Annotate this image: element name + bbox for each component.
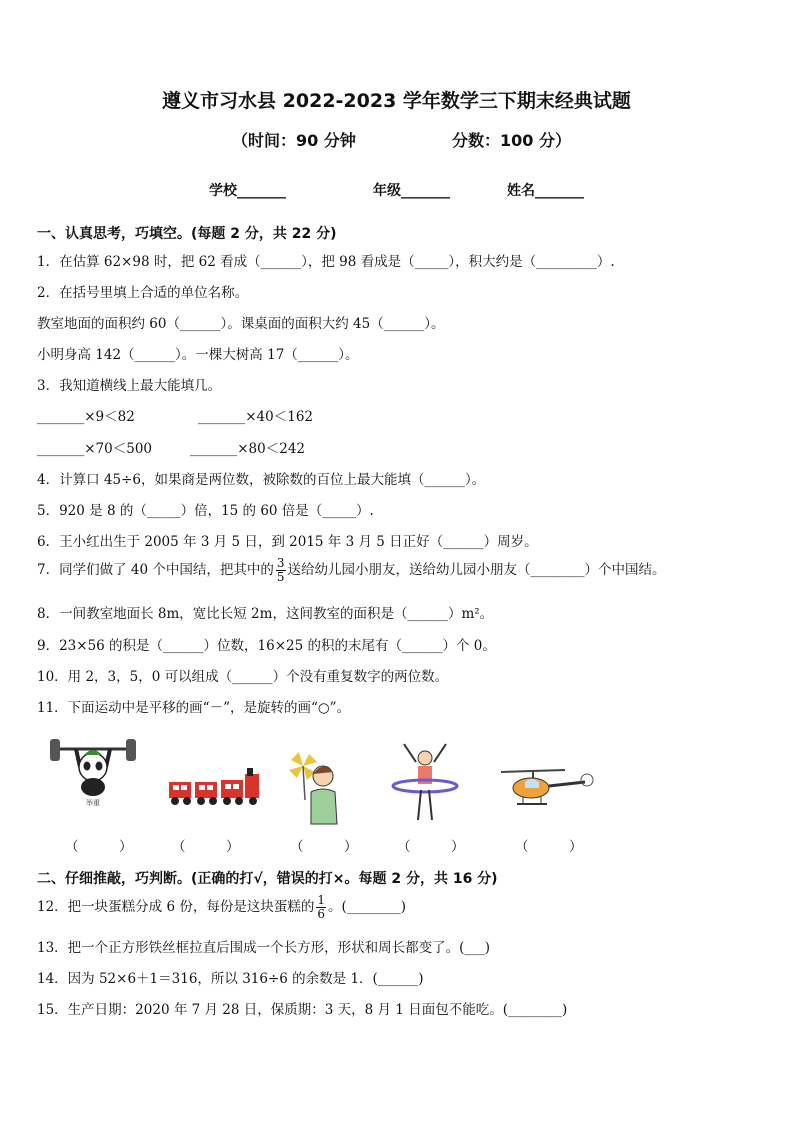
hula-hoop-girl-image — [390, 742, 460, 824]
fraction-one-sixth — [316, 894, 326, 921]
question-3-item-c: _______×70＜500 — [37, 441, 153, 457]
name-field[interactable]: 姓名_______ — [507, 183, 584, 199]
toy-train-image — [165, 768, 265, 810]
question-3-item-b: _______×40＜162 — [198, 409, 314, 425]
question-7-text-before: 7．同学们做了 40 个中国结，把其中的 — [37, 562, 274, 578]
question-7-text-after: 送给幼儿园小朋友，送给幼儿园小朋友（________）个中国结。 — [287, 562, 666, 578]
answer-blank-1[interactable]: （ ） — [65, 839, 133, 855]
question-4: 4．计算口 45÷6，如果商是两位数，被除数的百位上最大能填（______）。 — [37, 472, 486, 488]
answer-blank-3[interactable]: （ ） — [290, 839, 358, 855]
pinwheel-boy-image — [285, 748, 345, 828]
weightlifting-caption: 举重 — [86, 799, 100, 807]
question-14: 14．因为 52×6＋1＝316，所以 316÷6 的余数是 1．(______) — [37, 971, 424, 987]
school-field[interactable]: 学校_______ — [209, 183, 286, 199]
answer-blank-2[interactable]: （ ） — [172, 839, 240, 855]
question-12-text-after: 。(________) — [328, 899, 407, 915]
time-limit: （时间：90 分钟 — [232, 131, 356, 150]
question-6: 6．王小红出生于 2005 年 3 月 5 日，到 2015 年 3 月 5 日正好（______）周岁。 — [37, 534, 538, 550]
question-1: 1．在估算 62×98 时，把 62 看成（______），把 98 看成是（_____），积大约是（_________）. — [37, 254, 615, 270]
answer-blank-4[interactable]: （ ） — [397, 839, 465, 855]
question-13: 13．把一个正方形铁丝框拉直后围成一个长方形，形状和周长都变了。(___) — [37, 940, 490, 956]
weightlifting-panda-image — [48, 735, 138, 807]
question-12 — [37, 894, 406, 921]
question-5: 5．920 是 8 的（_____）倍，15 的 60 倍是（_____）. — [37, 503, 374, 519]
question-3-item-d: _______×80＜242 — [190, 441, 306, 457]
fraction-numerator: 3 — [276, 556, 285, 570]
section-2-heading: 二、仔细推敲，巧判断。(正确的打√，错误的打×。每题 2 分，共 16 分) — [37, 871, 498, 887]
question-12-text-before: 12．把一块蛋糕分成 6 份，每份是这块蛋糕的 — [37, 899, 315, 915]
question-3-item-a: _______×9＜82 — [37, 409, 135, 425]
page-title: 遵义市习水县 2022-2023 学年数学三下期末经典试题 — [162, 90, 631, 112]
question-8: 8．一间教室地面长 8m，宽比长短 2m，这间教室的面积是（______）m²。 — [37, 606, 494, 622]
question-2-line-a: 教室地面的面积约 60（______）。课桌面的面积大约 45（______）。 — [37, 316, 445, 332]
fraction-numerator: 1 — [317, 893, 325, 907]
question-3: 3．我知道横线上最大能填几。 — [37, 378, 222, 394]
fraction-denominator: 5 — [276, 570, 285, 584]
question-11: 11．下面运动中是平移的画“－”，是旋转的画“○”。 — [37, 700, 351, 716]
question-15: 15．生产日期：2020 年 7 月 28 日，保质期：3 天，8 月 1 日面包不能吃。(________) — [37, 1002, 568, 1018]
grade-field[interactable]: 年级_______ — [373, 183, 450, 199]
section-1-heading: 一、认真思考，巧填空。(每题 2 分，共 22 分) — [37, 226, 337, 242]
question-2: 2．在括号里填上合适的单位名称。 — [37, 285, 249, 301]
question-9: 9．23×56 的积是（______）位数，16×25 的积的末尾有（______）个 0。 — [37, 638, 496, 654]
question-2-line-b: 小明身高 142（______）。一棵大树高 17（______）。 — [37, 347, 359, 363]
fraction-denominator: 6 — [317, 907, 325, 921]
total-score: 分数：100 分） — [452, 131, 571, 150]
helicopter-image — [495, 762, 595, 810]
question-7 — [37, 557, 666, 584]
fraction-three-fifths — [276, 557, 286, 584]
question-10: 10．用 2，3，5，0 可以组成（______）个没有重复数字的两位数。 — [37, 669, 449, 685]
answer-blank-5[interactable]: （ ） — [515, 839, 583, 855]
